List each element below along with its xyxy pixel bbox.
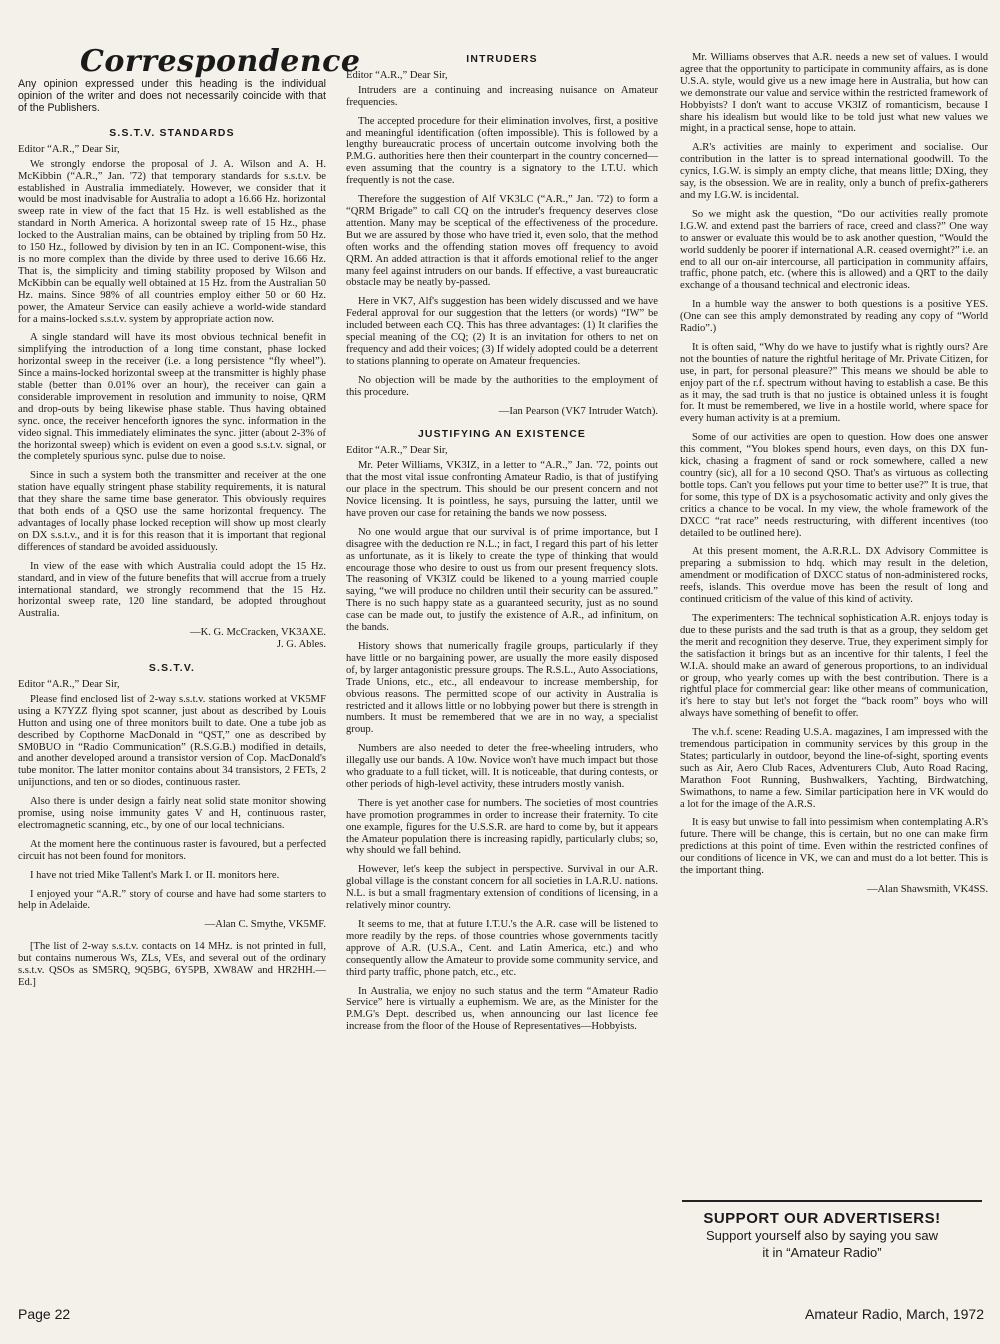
salutation: Editor “A.R.,” Dear Sir, — [18, 143, 120, 155]
disclaimer: Any opinion expressed under this heading is the individual opinion of the writer and does not necessarily coincide with that of the Publishers. — [18, 77, 326, 114]
salutation: Editor “A.R.,” Dear Sir, — [18, 678, 120, 690]
signature-line: —Ian Pearson (VK7 Intruder Watch). — [498, 405, 658, 417]
paragraph: At the moment here the continuous raster is favoured, but a perfected circuit has not been found for monitors. — [18, 838, 326, 862]
paragraph: A single standard will have its most obvious technical benefit in simplifying the introduction of a long time constant, phase locked horizontal sweep in the receiver (i.e. a long persistence “fly wheel”). Since a mains-locked horizontal sweep at the transmitter is highly phase stable (better than 0.01% over an hour), the receiver can gain a considerable improvement in resolution and immunity to noise, QRM and drop-outs by being likewise phase stable. Thus having obtained sync. once, the receiver henceforth ignores the sync. information in the video signal. This immediately eliminates the sync. jitter (about 2-3% of the horizontal sweep) which is evident on even a good s.s.t.v. signal, or the completely spurious sync. pulse due to noise. — [18, 332, 326, 463]
signature-line: —Alan Shawsmith, VK4SS. — [866, 884, 988, 895]
paragraph: Mr. Peter Williams, VK3IZ, in a letter to “A.R.,” Jan. '72, points out that the most vital issue confronting Amateur Radio, is that of justifying our place in the spectrum. This should be our present concern and not Novice licensing. It is pointless, he says, pursuing the latter, until we have proven our case for retaining the bands we now possess. — [346, 460, 658, 519]
advert-line: Support yourself also by saying you saw — [706, 1228, 938, 1243]
editor-note: [The list of 2-way s.s.t.v. contacts on 14 MHz. is not printed in full, but contains numerous Ws, ZLs, VEs, and several out of the ordinary s.s.t.v. QSOs as SM5RQ, 9Q5BG, 6Y5PB, XW8AW and HR2HH.—Ed.] — [18, 941, 326, 988]
paragraph: Also there is under design a fairly neat solid state monitor showing promise, using noise immunity gates V and H, continuous raster, electromagnetic scanning, etc., by one of our local technicians. — [18, 796, 326, 831]
paragraph: The v.h.f. scene: Reading U.S.A. magazines, I am impressed with the tremendous participation in community services by this group in the States; particularly in outdoor, beyond the line-of-sight, sporting events such as Air, Aero Club Races, Adventurers Club, Auto Road Racing, Marathon Foot Running, Bushwalkers, Yachting, Birdwatching, Swimathons, to name a few. Similar participation here in VK would do a lot for the image of the A.R.S. — [680, 727, 988, 810]
paragraph: I have not tried Mike Tallent's Mark I. or II. monitors here. — [30, 869, 280, 881]
letter-heading: S.S.T.V. STANDARDS — [109, 127, 235, 139]
publication-issue: Amateur Radio, March, 1972 — [805, 1306, 984, 1322]
paragraph: In view of the ease with which Australia could adopt the 15 Hz. standard, and in view of the future benefits that will accrue from a truely international standard, we strongly recommend that the 15 Hz. horizontal sweep rate, 120 line standard, be adopted throughout Australia. — [18, 560, 326, 620]
paragraph: It is easy but unwise to fall into pessimism when contemplating A.R's future. There will be change, this is certain, but no one can make firm predictions at this point of time. Even within the restricted confines of our conditions of licence in VK, we can and must do a lot better. This is the important thing. — [680, 817, 988, 877]
paragraph: Since in such a system both the transmitter and receiver at the one station have equally stringent phase stability requirements, it is natural that they share the same time base generator. This obviously requires that both ends of a QSO use the same horizontal frequency. The advantages of locally phase locked reception will show up most clearly on DX s.s.t.v., and it is for this reason that it is important that regional differences of standard be avoided assiduously. — [18, 470, 326, 553]
column-2 — [346, 52, 658, 1292]
paragraph: Some of our activities are open to question. How does one answer this comment, “You blokes spend hours, even days, on this DX fun-kick, chasing a fragment of sand or rock somewhere, called a new country (sic), all for a 10 second QSO. That's as virtuous as collecting bottle tops. Can't you fellows put your time to better use?” It is true, that for some, this type of DX is a psychosomatic activity and only gives the critics a chance to be vocal. In my view, the whole framework of the DXCC “rat race” needs restructuring, with different incentives (too detailed to be outlined here). — [680, 432, 988, 539]
paragraph: Please find enclosed list of 2-way s.s.t.v. stations worked at VK5MF using a K7YZZ flying spot scanner, just about as described by Louis Hutton and using one of three monitors built to date. One a tube job as described by Copthorne MacDonald in “QST,” one as described by SM0BUO in “Radio Communication” (R.S.G.B.) modified in details, and another developed around a transistor version of Cop. MacDonald's tube monitor. The latter monitor contains about 34 transistors, 2 FETs, 2 unijunctions, and ten or so diodes, continuous raster. — [18, 693, 326, 789]
advert-title: SUPPORT OUR ADVERTISERS! — [703, 1210, 941, 1227]
paragraph: However, let's keep the subject in perspective. Survival in our A.R. global village is the constant concern for all societies in I.A.R.U. nations. N.L. is but a small fragmentary extension of conditions of licensing, in a relatively minor country. — [346, 864, 658, 912]
masthead: Correspondence — [80, 44, 361, 79]
paragraph: The accepted procedure for their elimination involves, first, a positive and meaningful identification (often impossible). This is followed by a lengthy bureaucratic process of uncertain outcome involving both the P.M.G. authorities here then their counterpart in the country concerned—even assuming that the country is a signatory to the I.T.U. which frequently is not the case. — [346, 115, 658, 187]
page-number: Page 22 — [18, 1306, 71, 1322]
signature — [346, 406, 658, 418]
paragraph: There is yet another case for numbers. The societies of most countries have promotion programmes in order to increase their fraternity. To cite one example, figures for the U.S.S.R. are hard to come by, but it appears the Amateur population there is increasing rapidly, particularly clubs; so, why should we fall behind. — [346, 797, 658, 857]
paragraph: Mr. Williams observes that A.R. needs a new set of values. I would agree that the opportunity to participate in community affairs, as is done U.S.A. style, would give us a new image here in Australia, but how can we demonstrate our value and service within the restricted framework of Hobbyists? I don't want to accuse VK3IZ of romanticism, because I share his idealism but would like to be told just what new values we might, in a practical sense, hope to attain. — [680, 52, 988, 135]
paragraph: In Australia, we enjoy no such status and the term “Amateur Radio Service” here is virtually a euphemism. We are, as the Minister for the P.M.G's Dept. described us, when announcing our last licence fee increase from the floor of the House of Representatives—Hobbyists. — [346, 985, 658, 1033]
paragraph: I enjoyed your “A.R.” story of course and have had some starters to help in Adelaide. — [18, 888, 326, 912]
letter-heading: INTRUDERS — [466, 54, 538, 65]
paragraph: So we might ask the question, “Do our activities really promote I.G.W. and extend past the barriers of race, creed and class?” One way to answer or evaluate this would be to ask another question, “Would the world suddenly be poorer if international A.R. ceased overnight?” i.e. an end to all our on-air intercourse, all participation in community affairs, traffic, phone patch, etc. (where this is allowed) and a QRT to the daily exchange of a thousand technical and electronic ideas. — [680, 208, 988, 292]
paragraph: At this present moment, the A.R.R.L. DX Advisory Committee is preparing a submission to hdq. which may result in the deletion, amendment or modification of DXCC status of non-administered rocks, reefs, islands. This overdue move has been the result of long and continued criticism of the value of this kind of activity. — [680, 546, 988, 606]
paragraph: In a humble way the answer to both questions is a positive YES. (One can see this amply demonstrated by reading any copy of “World Radio”.) — [680, 299, 988, 335]
letter-heading: JUSTIFYING AN EXISTENCE — [417, 429, 587, 441]
salutation: Editor “A.R.,” Dear Sir, — [346, 445, 448, 457]
divider — [682, 1200, 982, 1202]
paragraph: History shows that numerically fragile groups, particularly if they have little or no bargaining power, are usually the more easily disposed of, by larger antagonistic pressure groups. The R.S.L., Auto Associations, Trade Unions, etc., etc., all endeavour to increase membership, for obvious reasons. The permitted scope of our activity in Australia is restricted and it allows little or no lobbying power but there is strength in numbers. It must be remembered that we are in no way, a specialist group. — [346, 640, 658, 736]
signature — [18, 919, 326, 931]
letter-heading: S.S.T.V. — [148, 663, 196, 675]
paragraph: No one would argue that our survival is of prime importance, but I disagree with the deduction re N.L.; in fact, I regard this part of his letter as unfortunate, as it is likely to create the type of thinking that would encourage those who desire to oust us from our present frequency slots. The reasoning of VK3IZ could be likened to a young married couple saying, “we will produce no children until their security can be assured.” There is no such happy state as a guaranteed security, just as no sound case can be made out, to justify the existence of A.R., ad infinitum, on the bands. — [346, 526, 658, 634]
paragraph: It seems to me, that at future I.T.U.'s the A.R. case will be listened to more readily by the reps. of those countries whose governments tacitly approve of A.R. (U.S.A., Cent. and Latin America, etc.) and who consequently allow the Amateur to provide some community service, and third party traffic, phone patch, etc., etc. — [346, 919, 658, 978]
signature-line: —Alan C. Smythe, VK5MF. — [204, 919, 326, 931]
signature — [18, 627, 326, 651]
column-1 — [18, 44, 361, 1292]
paragraph: Intruders are a continuing and increasing nuisance on Amateur frequencies. — [346, 84, 658, 108]
advert-line: it in “Amateur Radio” — [762, 1245, 882, 1260]
column-3 — [680, 52, 988, 1232]
advertiser-box — [662, 1200, 982, 1261]
signature — [680, 884, 988, 896]
paragraph: Numbers are also needed to deter the free-wheeling intruders, who illegally use our bands. A 10w. Novice won't have much impact but those who graduate to a full ticket, will. It is noticeable, that during contests, or other periods of high-level activity, these intruders mostly vanish. — [346, 743, 658, 790]
paragraph: We strongly endorse the proposal of J. A. Wilson and A. H. McKibbin (“A.R.,” Jan. '72) that temporary standards for s.s.t.v. be established in Australia immediately. However, we consider that it would be most inadvisable for Australia to adopt a 16.66 Hz. horizontal sweep rate in view of the fact that 15 Hz. is well established as the standard in North America. A horizontal sweep rate of 15 Hz., phase locked to the Australian mains, can be obtained by tripling from 50 Hz. to 150 Hz., followed by division by ten in an IC. Component-wise, this is no more complex than the divide by three used to derive 16.66 Hz. That is, the simplicity and timing stability proposed by Wilson and McKibbin can be equally well obtained at 15 Hz. from the Australian 50 Hz. mains. Since 98% of all countries employ either 50 or 60 Hz. power, the Amateur Service can easily achieve a world-wide standard for a mains-locked s.s.t.v. system by appropriate action now. — [18, 158, 326, 325]
page — [18, 44, 988, 1292]
paragraph: A.R's activities are mainly to experiment and socialise. Our contribution in the latter is to spread international goodwill. To the cynics, I.G.W. is simply an empty cliche, that means little; DXing, they say, is the obsession. We are in reality, only a bunch of prefix-gatherers and my I.G.W. is incidental. — [680, 142, 988, 201]
paragraph: It is often said, “Why do we have to justify what is rightly ours? Are not the bounties of nature the rightful heritage of Mr. Private Citizen, for use, in part, for personal pleasure?” This means we should be able to enjoy part of the r.f. spectrum without having to establish a case. Be this as it may, the sad truth is that no justice is obtained unless it is fought for. It must be remembered, we live in a hostile world, where space for every human activity is at a premium. — [680, 341, 988, 425]
paragraph: Here in VK7, Alf's suggestion has been widely discussed and we have Federal approval for our suggestion that the letters (or words) “IW” be included between each CQ. This has three advantages: (1) It clarifies the special meaning of the CQ; (2) It is an invitation for others to net on frequency and add their voices; (3) If widely adopted could be a deterrent to stations planning to operate on Amateur frequencies. — [346, 296, 658, 367]
signature-line: —K. G. McCracken, VK3AXE. — [189, 627, 326, 639]
paragraph: Therefore the suggestion of Alf VK3LC (“A.R.,” Jan. '72) to form a “QRM Brigade” to call CQ on the intruder's frequency deserves close attention. Many may be sceptical of the effectiveness of the procedure. But we are assured by those who have tried it, even solo, that the method often works and the offending station moves off frequency to avoid QRM. An added attraction is that it affords emotional relief to the anger many feel against intruders on our bands. If effective, a vast bureaucratic obstacle may be neatly by-passed. — [346, 194, 658, 289]
signature-line: J. G. Ables. — [276, 639, 326, 651]
paragraph: No objection will be made by the authorities to the employment of this procedure. — [346, 374, 658, 398]
paragraph: The experimenters: The technical sophistication A.R. enjoys today is due to these purists and the sad truth is that as a group, they seldom get the merit and recognition they deserve. True, they experiment simply for the satisfaction it brings but as an incentive for thir talents, I feel the W.I.A. should make an award of generous proportions, to an individual or group, who yearly comes up with the best contribution. There is a rightful place for commercial gear: like other means of communication, it's here to stay but let's not forget the “back room” boys who will always have something of benefit to offer. — [680, 612, 988, 720]
salutation: Editor “A.R.,” Dear Sir, — [346, 69, 448, 81]
